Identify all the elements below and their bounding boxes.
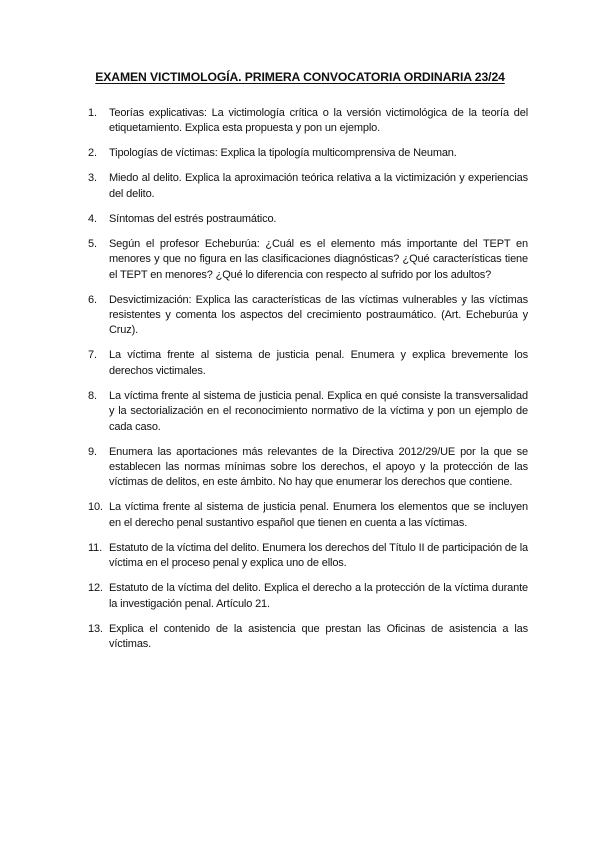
question-item (88, 237, 528, 283)
question-item (88, 146, 528, 161)
question-item (88, 622, 528, 653)
question-text: Miedo al delito. Explica la aproximación teórica relativa a la victimización y experiencias del delito. (109, 172, 528, 200)
question-text: La víctima frente al sistema de justicia penal. Explica en qué consiste la transversalidad y la sectorialización en el reconocimiento normativo de la víctima y pon un ejemplo de cada caso. (109, 389, 528, 433)
question-text: Desvictimización: Explica las características de las víctimas vulnerables y las víctimas resistentes y comenta los aspectos del crecimiento postraumático. (Art. Echeburúa y Cruz). (109, 293, 528, 337)
question-number: 4. (88, 212, 97, 225)
question-number: 3. (88, 172, 97, 185)
question-number: 13. (88, 622, 103, 635)
question-number: 6. (88, 293, 97, 306)
question-item (88, 348, 528, 379)
question-item (88, 106, 528, 137)
question-text: Según el profesor Echeburúa: ¿Cuál es el elemento más importante del TEPT en menores y que no figura en las clasificaciones diagnósticas? ¿Qué características tiene el TEPT en menores? ¿Qué lo diferencia con respecto al sufrido por los adultos? (109, 237, 528, 281)
question-text: Síntomas del estrés postraumático. (109, 212, 277, 225)
exam-title: EXAMEN VICTIMOLOGÍA. PRIMERA CONVOCATORIA ORDINARIA 23/24 (95, 70, 505, 84)
question-item (88, 171, 528, 202)
question-number: 12. (88, 582, 103, 595)
question-number: 8. (88, 389, 97, 402)
question-item (88, 541, 528, 572)
question-item (88, 212, 528, 227)
question-text: Estatuto de la víctima del delito. Explica el derecho a la protección de la víctima durante la investigación penal. Artículo 21. (109, 582, 528, 610)
question-item (88, 445, 528, 491)
question-number: 9. (88, 445, 97, 458)
question-number: 10. (88, 501, 103, 514)
question-list (88, 106, 528, 662)
question-item (88, 293, 528, 339)
question-number: 11. (88, 541, 103, 554)
question-text: Estatuto de la víctima del delito. Enumera los derechos del Título II de participación de la víctima en el proceso penal y explica uno de ellos. (109, 541, 528, 570)
question-number: 7. (88, 349, 97, 362)
question-text: La víctima frente al sistema de justicia penal. Enumera y explica brevemente los derechos victimales. (109, 349, 528, 377)
question-number: 5. (88, 237, 97, 250)
question-item (88, 500, 528, 531)
question-text: Enumera las aportaciones más relevantes de la Directiva 2012/29/UE por la que se establecen las normas mínimas sobre los derechos, el apoyo y la protección de las víctimas de delitos, en este ámbito. No hay que enumerar los derechos que contiene. (109, 445, 528, 489)
question-item (88, 389, 528, 435)
question-item (88, 581, 528, 612)
question-text: La víctima frente al sistema de justicia penal. Enumera los elementos que se incluyen en el derecho penal sustantivo español que tienen en cuenta a las víctimas. (109, 501, 528, 529)
question-text: Tipologías de víctimas: Explica la tipología multicomprensiva de Neuman. (109, 147, 457, 160)
question-number: 2. (88, 147, 97, 160)
question-number: 1. (88, 107, 97, 119)
question-text: Teorías explicativas: La victimología crítica o la versión victimológica de la teoría del etiquetamiento. Explica esta propuesta y pon un ejemplo. (109, 107, 528, 135)
question-text: Explica el contenido de la asistencia que prestan las Oficinas de asistencia a las víctimas. (109, 622, 528, 651)
